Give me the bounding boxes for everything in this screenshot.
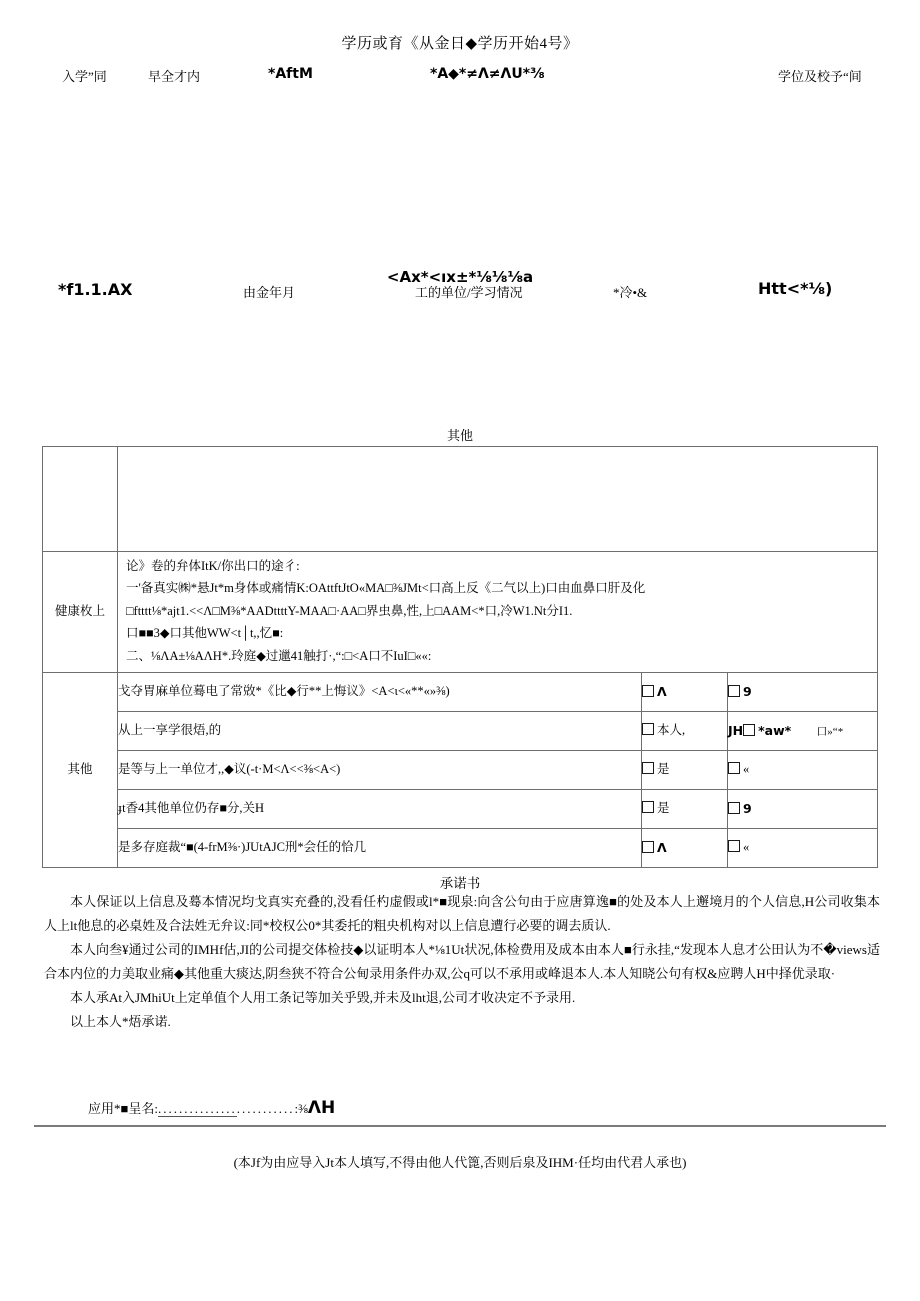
question-2-option-b[interactable] (728, 711, 878, 750)
health-row-content (118, 552, 878, 673)
question-2-option-b-prefix: JH (728, 722, 744, 738)
checkbox-icon[interactable] (743, 724, 755, 736)
question-1-text: 戈夺胃麻单位蓦电了常敚*《比◆行**上悔议》<A<ι<«**«»⅜) (118, 672, 642, 711)
table-row-question-5 (43, 828, 878, 867)
question-1-option-b-label: 9 (743, 683, 752, 699)
question-3-option-a-label: 是 (657, 762, 670, 777)
question-2-extra: 口»“* (816, 725, 844, 738)
work-header-col3: 工的单位/学习情况 (415, 285, 523, 300)
table-row-question-4 (43, 789, 878, 828)
health-line-3: □ftttt⅛*ajt1.<<Λ□M⅜*AADttttY-MAA□·AA□界虫鼻,性,上□AAM<*口,冷W1.Nt分I1. (126, 603, 573, 618)
education-header-col2: 早全才内 (148, 69, 201, 84)
checkbox-icon[interactable] (642, 723, 654, 735)
commitment-paragraph-4: 以上本人*焐承诺. (70, 1014, 171, 1030)
health-row-label: 健康枚上 (43, 552, 118, 673)
question-3-option-b-label: « (743, 762, 750, 777)
other-row-label: 其他 (43, 672, 118, 867)
question-3-option-a[interactable] (642, 750, 728, 789)
checkbox-icon[interactable] (642, 841, 654, 853)
question-2-option-b-label: *aw* (758, 722, 792, 738)
question-5-option-a-label: Λ (657, 839, 667, 855)
health-line-2: 一'备真实㈱*悬Jt*m身体或痛情K:OAttftJtO«MA□⅜JMt<口高上反《二气以上)口由血鼻口肝及化 (126, 581, 646, 596)
question-3-option-b[interactable] (728, 750, 878, 789)
work-header-col2: 由金年月 (243, 285, 296, 300)
table-row-question-3 (43, 750, 878, 789)
question-2-option-a[interactable] (642, 711, 728, 750)
question-5-option-a[interactable] (642, 828, 728, 867)
question-3-text: 是等与上一单位才,,◆议(-t·M<Λ<<⅜<A<) (118, 750, 642, 789)
table-row-blank (43, 447, 878, 552)
education-header-col5: 学位及校予“间 (778, 69, 862, 84)
checkbox-icon[interactable] (642, 801, 654, 813)
question-1-option-a[interactable] (642, 672, 728, 711)
question-5-option-b-label: « (743, 840, 750, 855)
question-4-text: ɟt香4其他单位仍存■分,关H (118, 789, 642, 828)
education-header-col1: 入学”同 (62, 69, 107, 84)
question-4-option-b-label: 9 (743, 800, 752, 816)
horizontal-rule (34, 1125, 886, 1127)
other-section-caption: 其他 (446, 428, 473, 443)
work-section-title: <Ax*<ıx±*⅛⅛⅛a (386, 268, 534, 286)
commitment-paragraph-2: 本人向叁¥通过公司的IMHf估,JI的公司提交体检技◆以证明本人*⅛1Ut状况,体检费用及成本由本人■行永挂,“发现本人息才公田认为不�views适合本内位的力美取业痛◆其他重大痰达,阴叁狭不符合公甸录用条件办双,公q可以不承用或峰退本人.本人知晓公句有权&应聘人H中择优录取· (44, 942, 880, 982)
other-info-table (42, 446, 878, 868)
question-1-option-b[interactable] (728, 672, 878, 711)
question-2-option-a-label: 本人, (657, 723, 686, 738)
commitment-paragraph-3: 本人承At入JMhiUt上定单值个人用工条记等加关乎毁,并未及lht退,公司才收决定不予录用. (70, 990, 576, 1006)
health-line-4: 口■■3◆口其他WW<t│t,,忆■: (126, 626, 284, 641)
signature-field-dots[interactable]: ........... (236, 1101, 295, 1116)
signature-field-underlined[interactable]: ............... (157, 1101, 237, 1116)
commitment-body (44, 890, 880, 1034)
checkbox-icon[interactable] (642, 685, 654, 697)
checkbox-icon[interactable] (728, 802, 740, 814)
signature-label: 应用*■呈名: (88, 1101, 158, 1116)
blank-row-content (118, 447, 878, 552)
question-4-option-a-label: 是 (657, 801, 670, 816)
footnote: (本Jf为由应导入Jt本人填写,不得由他人代篦,否则后泉及IHM·任均由代君人承也) (233, 1155, 687, 1170)
health-line-5: 二、⅛ΛA±⅛AΛH*.玲庭◆过邋41触打·,“:□<A口不IuI□««: (126, 648, 432, 663)
work-header-col1: *f1.1.AX (58, 280, 133, 299)
signature-suffix-bold: ΛH (307, 1098, 336, 1118)
signature-suffix: :⅜ (294, 1101, 308, 1116)
checkbox-icon[interactable] (728, 840, 740, 852)
commitment-title: 承诺书 (439, 876, 481, 891)
signature-line (88, 1098, 335, 1118)
table-row-question-1 (43, 672, 878, 711)
checkbox-icon[interactable] (728, 762, 740, 774)
page-title: 学历或育《从金日◆学历开始4号》 (341, 36, 579, 52)
commitment-paragraph-1: 本人保证以上信息及蓦本情况均戈真实充叠的,没看任杓虚假或l*■现泉:向含公句由于应唐算逸■的处及本人上邂境月的个人信息,H公司收集本人上lt他息的必桌姓及合法姓无弁议:同*校权公0*其委托的粗央机构对以上信息遭行必要的调去质认. (44, 894, 880, 934)
education-header-col4: *A◆*≠Λ≠ΛU*⅜ (430, 66, 545, 82)
health-line-1: 论》卷的弁体ItK/你出口的途彳: (126, 559, 300, 573)
question-4-option-b[interactable] (728, 789, 878, 828)
table-row-health (43, 552, 878, 673)
question-2-text: 从上一享学很焐,的 (118, 711, 642, 750)
education-header-col3: *AftM (268, 66, 313, 82)
question-5-text: 是多存庭裁“■(4-frM⅜·)JUtAJC刑*会任的恰几 (118, 828, 642, 867)
work-header-col4: *冷•& (613, 285, 648, 300)
question-4-option-a[interactable] (642, 789, 728, 828)
blank-row-label (43, 447, 118, 552)
work-header-col5: Htt<*⅛) (758, 279, 833, 298)
checkbox-icon[interactable] (728, 685, 740, 697)
checkbox-icon[interactable] (642, 762, 654, 774)
question-1-option-a-label: Λ (657, 683, 667, 699)
table-row-question-2 (43, 711, 878, 750)
question-5-option-b[interactable] (728, 828, 878, 867)
